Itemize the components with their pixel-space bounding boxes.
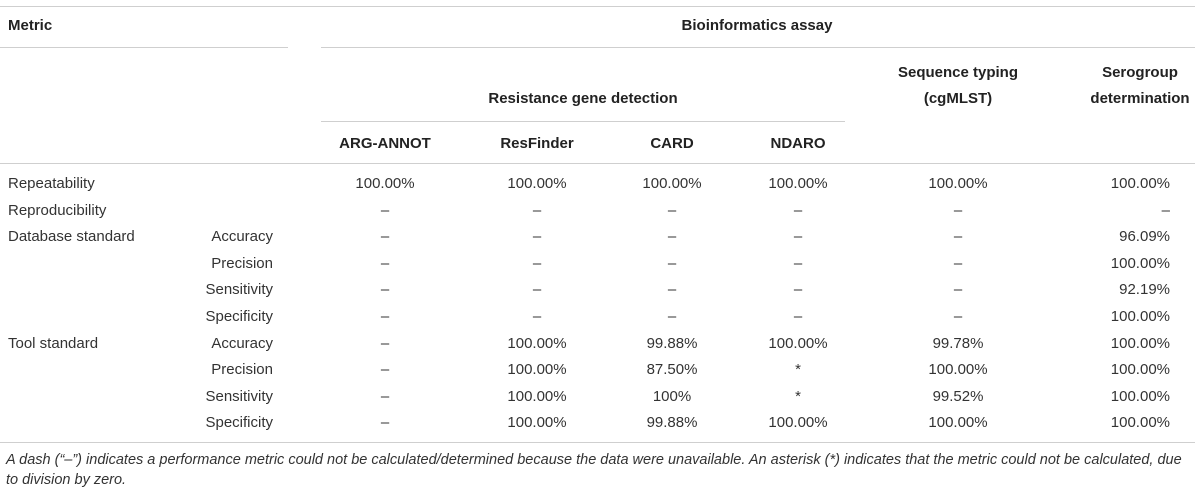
table-cell: –	[532, 281, 542, 298]
table-cell: –	[953, 308, 963, 325]
table-cell: 100.00%	[1110, 308, 1170, 325]
row-metric-label: Tool standard	[8, 335, 99, 352]
table-cell: 100.00%	[1110, 414, 1170, 431]
resistance-group-rule	[321, 121, 845, 122]
table-cell: 100.00%	[768, 414, 828, 431]
table-cell: –	[380, 388, 390, 405]
row-submetric-label: Precision	[211, 255, 273, 272]
table-cell: 100.00%	[928, 175, 988, 192]
table-cell: 100.00%	[507, 175, 567, 192]
table-cell: 100.00%	[507, 361, 567, 378]
table-cell: –	[667, 228, 677, 245]
table-cell: *	[795, 388, 801, 405]
serogroup-header-line1: Serogroup	[1102, 64, 1178, 81]
row-metric-label: Repeatability	[8, 175, 95, 192]
table-cell: 100.00%	[507, 414, 567, 431]
table-cell: 99.78%	[932, 335, 984, 352]
table-cell: 100.00%	[355, 175, 415, 192]
row-submetric-label: Sensitivity	[205, 281, 273, 298]
table-cell: 100.00%	[507, 335, 567, 352]
table-cell: 100.00%	[928, 414, 988, 431]
column-header-card: CARD	[650, 135, 694, 152]
header-bottom-rule	[0, 163, 1195, 164]
assay-header-rule	[321, 47, 1195, 48]
table-cell: –	[380, 202, 390, 219]
table-cell: –	[380, 281, 390, 298]
table-top-rule	[0, 6, 1195, 7]
table-cell: 87.50%	[646, 361, 698, 378]
table-bottom-rule	[0, 442, 1195, 443]
table-cell: 100.00%	[1110, 388, 1170, 405]
resistance-gene-detection-header: Resistance gene detection	[488, 90, 678, 107]
bioinformatics-assay-header: Bioinformatics assay	[681, 17, 833, 34]
table-cell: –	[532, 228, 542, 245]
table-cell: 99.88%	[646, 414, 698, 431]
row-submetric-label: Precision	[211, 361, 273, 378]
table-cell: –	[380, 335, 390, 352]
row-metric-label: Reproducibility	[8, 202, 107, 219]
table-cell: –	[793, 308, 803, 325]
table-cell: –	[380, 228, 390, 245]
row-submetric-label: Specificity	[205, 308, 273, 325]
table-cell: –	[793, 202, 803, 219]
table-cell: 100.00%	[1110, 175, 1170, 192]
table-cell: *	[795, 361, 801, 378]
table-cell: –	[793, 281, 803, 298]
serogroup-header-line2: determination	[1090, 90, 1190, 107]
table-cell: –	[667, 308, 677, 325]
table-cell: –	[380, 308, 390, 325]
table-cell: 100.00%	[768, 335, 828, 352]
table-cell: 100.00%	[642, 175, 702, 192]
table-cell: –	[953, 255, 963, 272]
table-cell: –	[667, 255, 677, 272]
column-header-ndaro: NDARO	[770, 135, 826, 152]
table-cell: –	[1161, 202, 1170, 219]
table-cell: 100.00%	[1110, 255, 1170, 272]
table-cell: –	[953, 202, 963, 219]
sequence-typing-header-line2: (cgMLST)	[923, 90, 993, 107]
table-cell: 100.00%	[768, 175, 828, 192]
footnote: A dash (“–”) indicates a performance metric could not be calculated/determined because the data were unavailable. An asterisk (*) indicates that the metric could not be calculated, due to division by zero.	[6, 452, 1182, 488]
table-cell: –	[532, 255, 542, 272]
table-cell: 100%	[652, 388, 692, 405]
table-cell: 99.88%	[646, 335, 698, 352]
metric-header: Metric	[8, 17, 53, 34]
table-cell: –	[793, 255, 803, 272]
row-metric-label: Database standard	[8, 228, 135, 245]
column-header-arg-annot: ARG-ANNOT	[339, 135, 431, 152]
column-header-resfinder: ResFinder	[500, 135, 574, 152]
table-cell: 92.19%	[1119, 281, 1170, 298]
table-cell: –	[953, 228, 963, 245]
sequence-typing-header-line1: Sequence typing	[897, 64, 1019, 81]
table-cell: 100.00%	[507, 388, 567, 405]
table-cell: 100.00%	[1110, 361, 1170, 378]
table-cell: –	[532, 308, 542, 325]
row-submetric-label: Accuracy	[211, 335, 273, 352]
table-cell: –	[667, 281, 677, 298]
table-cell: 96.09%	[1119, 228, 1170, 245]
table-cell: –	[380, 361, 390, 378]
row-submetric-label: Specificity	[205, 414, 273, 431]
table-cell: –	[380, 414, 390, 431]
table-cell: 100.00%	[1110, 335, 1170, 352]
row-submetric-label: Sensitivity	[205, 388, 273, 405]
table-cell: –	[380, 255, 390, 272]
table-cell: 100.00%	[928, 361, 988, 378]
table-cell: –	[532, 202, 542, 219]
table-cell: 99.52%	[932, 388, 984, 405]
table-cell: –	[793, 228, 803, 245]
table-cell: –	[953, 281, 963, 298]
row-submetric-label: Accuracy	[211, 228, 273, 245]
metric-header-rule	[0, 47, 288, 48]
table-cell: –	[667, 202, 677, 219]
